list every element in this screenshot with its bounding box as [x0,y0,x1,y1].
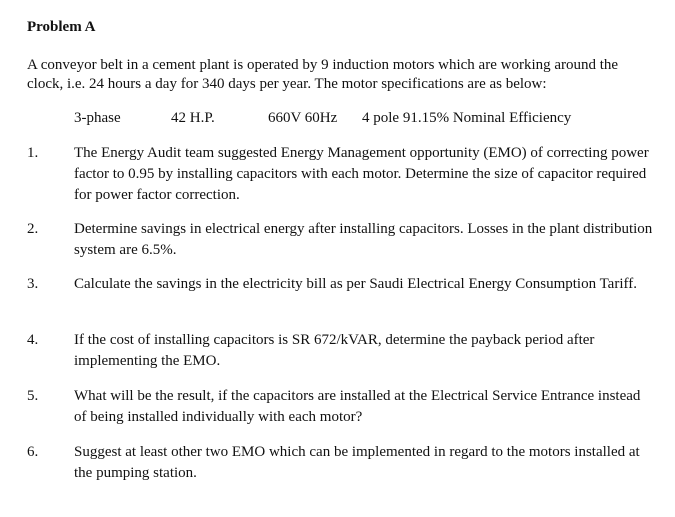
question-text: What will be the result, if the capacitors are installed at the Electrical Service Entrance instead of being installed individually with each motor? [74,388,641,425]
question-number: 3. [27,276,39,292]
spec-poles-efficiency: 4 pole 91.15% Nominal Efficiency [362,110,572,126]
problem-title: Problem A [27,19,96,35]
spec-phase: 3-phase [74,110,121,126]
spec-voltage-frequency: 660V 60Hz [268,110,338,126]
question-text: Suggest at least other two EMO which can be implemented in regard to the motors installed at the pumping station. [74,444,640,481]
spec-horsepower: 42 H.P. [171,110,215,126]
question-text: Calculate the savings in the electricity bill as per Saudi Electrical Energy Consumption Tariff. [74,276,637,292]
question-number: 4. [27,332,39,348]
question-text: If the cost of installing capacitors is SR 672/kVAR, determine the payback period after implementing the EMO. [74,332,595,369]
question-number: 6. [27,444,39,460]
question-text: The Energy Audit team suggested Energy Management opportunity (EMO) of correcting power factor to 0.95 by installing capacitors with each motor. Determine the size of capacitor required for power factor correction. [74,145,649,203]
question-number: 2. [27,221,39,237]
question-text: Determine savings in electrical energy after installing capacitors. Losses in the plant distribution system are 6.5%. [74,221,653,258]
question-number: 5. [27,388,39,404]
problem-intro: A conveyor belt in a cement plant is operated by 9 induction motors which are working around the clock, i.e. 24 hours a day for 340 days per year. The motor specifications are as below: [27,57,619,92]
question-number: 1. [27,145,39,161]
